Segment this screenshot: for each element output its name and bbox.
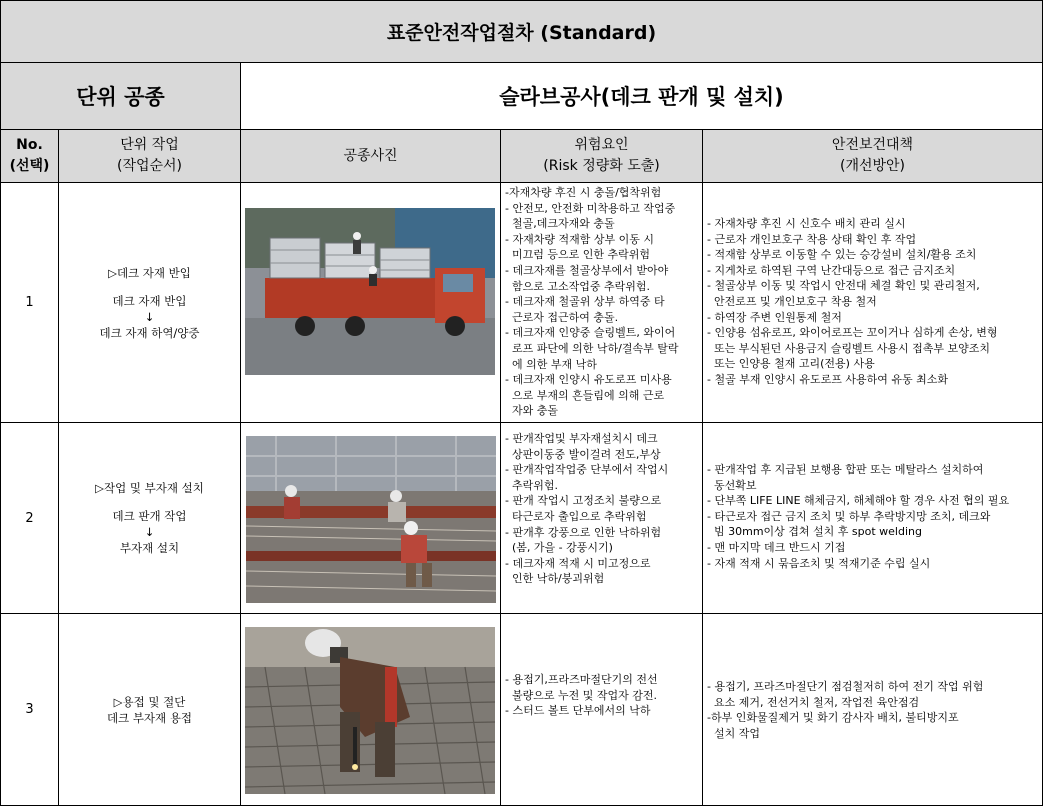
task-line: 부자재 설치: [119, 541, 180, 555]
measure-line: - 하역장 주변 인원통제 철저: [707, 310, 842, 324]
header-measure-line1: 안전보건대책: [831, 137, 914, 153]
risk-line: 으로 부재의 흔들림에 의해 근로: [505, 388, 665, 402]
task-line: 데크 자재 반입: [112, 293, 187, 308]
risk-line: 불량으로 누전 및 작업자 감전.: [505, 688, 657, 702]
table-row-2-risk: [500, 423, 702, 614]
table-row-1-task: [58, 183, 240, 423]
measure-line: - 인양용 섬유로프, 와이어로프는 꼬이거나 심하게 손상, 변형: [707, 326, 998, 340]
measure-line: - 타근로자 접근 금지 조치 및 하부 추락방지망 조치, 데크와: [707, 509, 991, 523]
header-measure: [702, 130, 1043, 183]
header-task-line2: (작업순서): [116, 158, 183, 174]
measure-line: - 용접기, 프라즈마절단기 점검철저히 하여 전기 작업 위험: [707, 680, 984, 693]
header-risk: [500, 130, 702, 183]
risk-line: 상판이동중 발이걸려 전도,부상: [505, 447, 661, 461]
table-row-2-task: [58, 423, 240, 614]
header-no-line2: (선택): [9, 158, 50, 174]
risk-line: - 데크자재 인양시 유도로프 미사용: [505, 373, 672, 387]
task-line: ▷데크 자재 반입: [108, 265, 191, 280]
table-row-1-no: [0, 183, 58, 423]
unit-process-name-text: 슬라브공사(데크 판개 및 설치): [499, 85, 784, 109]
truck-unloading-photo: [245, 208, 495, 375]
unit-process-label-text: 단위 공종: [76, 85, 165, 109]
risk-line: - 자재차량 적재함 상부 이동 시: [505, 232, 654, 246]
task-line: 데크 부자재 용접: [106, 710, 193, 725]
task-line: ▷작업 및 부자재 설치: [95, 481, 204, 495]
measure-line: - 근로자 개인보호구 착용 상태 확인 후 작업: [707, 232, 917, 246]
measure-line: -하부 인화물질제거 및 화기 감사자 배치, 불티방지포: [707, 711, 959, 725]
risk-line: - 판개작업및 부자재설치시 데크: [505, 432, 658, 445]
arrow-down-icon: ↓: [144, 525, 155, 539]
table-row-3-no: [0, 614, 58, 806]
risk-line: - 데크자재를 철골상부에서 받아야: [505, 263, 669, 277]
risk-line: 로프 파단에 의한 낙하/결속부 탈락: [505, 341, 679, 355]
header-photo-text: 공종사진: [343, 147, 398, 164]
table-row-3-task: [58, 614, 240, 806]
header-no: [0, 130, 58, 183]
task-line: ▷용접 및 절단: [113, 694, 186, 709]
risk-line: -자재차량 후진 시 충돌/협착위험: [505, 186, 662, 199]
risk-line: 철골,데크자재와 충돌: [505, 217, 615, 231]
table-row-2-no: [0, 423, 58, 614]
deck-installation-photo: [246, 436, 496, 603]
measure-line: 설치 작업: [707, 726, 760, 740]
measure-line: - 자재 적재 시 묶음조치 및 적재기준 수립 실시: [707, 556, 931, 570]
unit-process-label: [0, 63, 240, 130]
arrow-down-icon: ↓: [144, 309, 155, 324]
header-risk-line2: (Risk 정량화 도출): [543, 158, 660, 174]
measure-line: - 단부쪽 LIFE LINE 해체금지, 해체해야 할 경우 사전 협의 필요: [707, 494, 1010, 508]
risk-line: - 안전모, 안전화 미착용하고 작업중: [505, 201, 676, 215]
measure-line: 빔 30mm이상 겹쳐 설치 후 spot welding: [707, 525, 922, 539]
table-row-1-risk: [500, 183, 702, 423]
table-row-3-measure: [702, 614, 1043, 806]
measure-line: - 지게차로 하역된 구역 난간대등으로 접근 금지조치: [707, 263, 956, 277]
measure-line: 요소 제거, 전선거치 철저, 작업전 육안점검: [707, 695, 920, 709]
header-task: [58, 130, 240, 183]
table-row-1-photo-cell: [240, 183, 500, 423]
header-no-line1: No.: [16, 137, 43, 153]
risk-line: 자와 충돌: [505, 404, 558, 418]
row-no: 3: [25, 702, 34, 717]
table-row-3-photo-cell: [240, 614, 500, 806]
document-title-text: 표준안전작업절차 (Standard): [386, 22, 657, 44]
task-line: 데크 판개 작업: [112, 509, 187, 523]
risk-line: - 데크자재 인양중 슬링벨트, 와이어: [505, 326, 676, 340]
header-task-line1: 단위 작업: [120, 137, 179, 153]
unit-process-name: [240, 63, 1043, 130]
measure-line: 동선확보: [707, 478, 757, 492]
risk-line: - 용접기,프라즈마절단기의 전선: [505, 673, 658, 686]
task-line: 데크 자재 하역/양중: [99, 325, 200, 340]
measure-line: 안전로프 및 개인보호구 착용 철저: [707, 294, 877, 308]
table-row-1-measure: [702, 183, 1043, 423]
row-no: 2: [25, 510, 34, 526]
risk-line: - 판개 작업시 고정조치 불량으로: [505, 494, 662, 508]
risk-line: - 데크자재 철골위 상부 하역중 타: [505, 295, 665, 309]
header-measure-line2: (개선방안): [839, 158, 906, 174]
table-row-2-measure: [702, 423, 1043, 614]
risk-line: 인한 낙하/붕괴위험: [505, 572, 605, 586]
risk-line: 타근로자 출입으로 추락위험: [505, 509, 647, 523]
risk-line: 함으로 고소작업중 추락위험.: [505, 279, 650, 293]
measure-line: 또는 인양용 철재 고리(전용) 사용: [707, 357, 875, 371]
row-no: 1: [25, 295, 34, 310]
table-row-2-photo-cell: [240, 423, 500, 614]
measure-line: - 적재함 상부로 이동할 수 있는 승강설비 설치/활용 조치: [707, 248, 977, 262]
measure-line: - 철골상부 이동 및 작업시 안전대 체결 확인 및 관리철저,: [707, 279, 980, 293]
risk-line: 에 의한 부재 낙하: [505, 357, 597, 371]
risk-line: - 판개작업작업중 단부에서 작업시: [505, 463, 669, 477]
document-title: [0, 0, 1043, 63]
measure-line: - 판개작업 후 지급된 보행용 합판 또는 메탈라스 설치하여: [707, 463, 984, 476]
header-photo: [240, 130, 500, 183]
header-risk-line1: 위험요인: [574, 137, 629, 153]
risk-line: 미끄럼 등으로 인한 추락위험: [505, 248, 650, 262]
risk-line: (봄, 가을 - 강풍시기): [505, 541, 613, 555]
measure-line: - 철골 부재 인양시 유도로프 사용하여 유동 최소화: [707, 372, 948, 386]
measure-line: 또는 부식된던 사용금지 슬링벨트 사용시 접촉부 보양조치: [707, 341, 990, 355]
measure-line: - 자재차량 후진 시 신호수 배치 관리 실시: [707, 217, 906, 230]
risk-line: - 데크자재 적재 시 미고정으로: [505, 556, 651, 570]
welding-photo: [245, 627, 495, 794]
risk-line: 근로자 접근하여 충돌.: [505, 310, 619, 324]
risk-line: - 판개후 강풍으로 인한 낙하위험: [505, 525, 662, 539]
risk-line: 추락위험.: [505, 478, 558, 492]
measure-line: - 맨 마지막 데크 반드시 기접: [707, 540, 846, 554]
table-row-3-risk: [500, 614, 702, 806]
risk-line: - 스터드 볼트 단부에서의 낙하: [505, 704, 651, 718]
